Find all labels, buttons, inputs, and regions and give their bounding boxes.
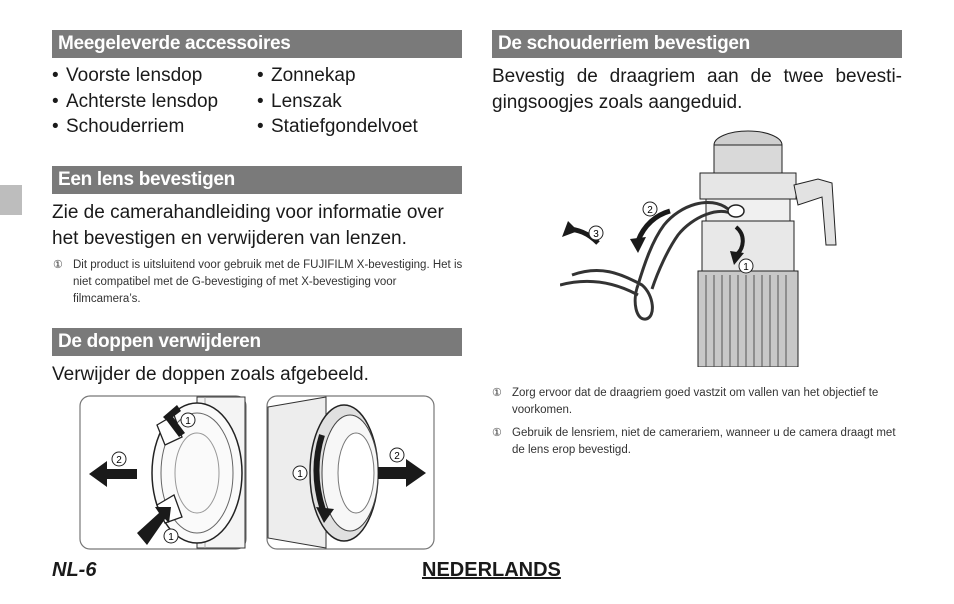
accessories-list-1 xyxy=(52,63,218,140)
caution-icon: ① xyxy=(492,387,502,399)
attach-lens-text: Zie de camerahandleiding voor informatie over het bevestigen en verwijderen van lenzen. xyxy=(52,202,444,249)
fig2-label-2: 2 xyxy=(394,451,400,462)
fig2-label-1: 1 xyxy=(297,469,303,480)
strap-figure xyxy=(560,125,845,367)
fig1-label-1b: 1 xyxy=(168,532,174,543)
strap-label-2: 2 xyxy=(647,205,653,216)
list-item: • Zonnekap xyxy=(257,63,418,89)
strap-note-1 xyxy=(492,385,904,419)
list-item: • Statiefgondelvoet xyxy=(257,114,418,140)
list-item: • Voorste lensdop xyxy=(52,63,218,89)
rear-cap-figure xyxy=(266,395,435,550)
front-cap-figure xyxy=(79,395,247,550)
caution-icon: ① xyxy=(53,259,63,271)
caution-icon: ① xyxy=(492,427,502,439)
remove-caps-text: Verwijder de doppen zoals afgebeeld. xyxy=(52,364,369,385)
heading-attach-lens: Een lens bevestigen xyxy=(52,166,462,194)
language-label: NEDERLANDS xyxy=(422,559,561,581)
note-text: Zorg ervoor dat de draagriem goed vastzit om vallen van het objectief te voorkomen. xyxy=(512,387,879,416)
list-item: • Schouderriem xyxy=(52,114,218,140)
heading-remove-caps: De doppen verwijderen xyxy=(52,328,462,356)
heading-accessories: Meegeleverde accessoires xyxy=(52,30,462,58)
accessories-list-2 xyxy=(257,63,418,140)
attach-lens-note xyxy=(53,257,463,308)
fig1-label-1a: 1 xyxy=(185,416,191,427)
note-text: Dit product is uitsluitend voor gebruik met de FUJIFILM X-bevestiging. Het is niet compatibel met de G-bevestiging of met X-bevestiging voor filmcamera’s. xyxy=(73,259,463,305)
page-number: NL-6 xyxy=(52,559,97,581)
side-tab-marker xyxy=(0,185,22,215)
strap-note-2 xyxy=(492,425,904,459)
list-item: • Achterste lensdop xyxy=(52,89,218,115)
strap-text: Bevestig de draagriem aan de twee bevesti- gingsoogjes zoals aangeduid. xyxy=(492,66,902,113)
fig1-label-2: 2 xyxy=(116,455,122,466)
heading-strap: De schouderriem bevestigen xyxy=(492,30,902,58)
strap-label-1: 1 xyxy=(743,262,749,273)
note-text: Gebruik de lensriem, niet de camerariem, wanneer u de camera draagt met de lens erop bevestigd. xyxy=(512,427,896,456)
strap-label-3: 3 xyxy=(593,229,599,240)
list-item: • Lenszak xyxy=(257,89,418,115)
